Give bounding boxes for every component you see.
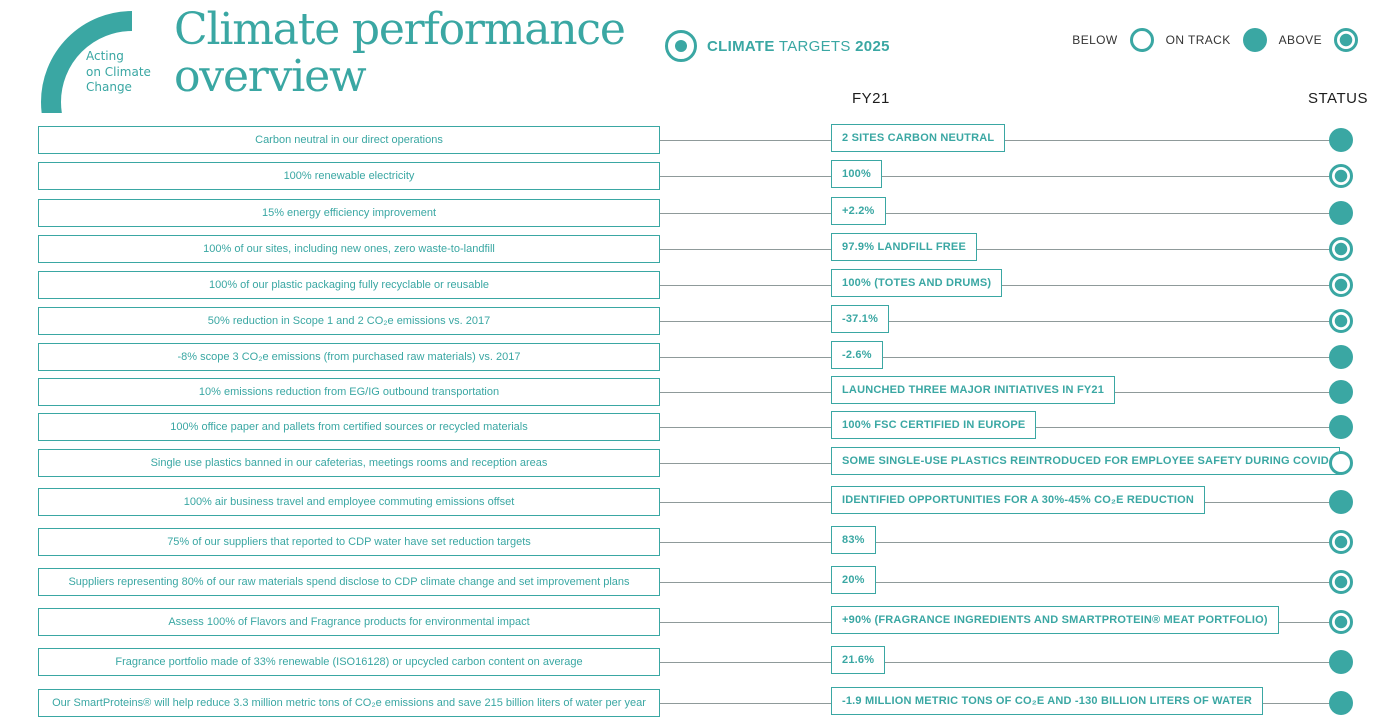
- page-title: [174, 6, 625, 100]
- legend-on-track: [1166, 28, 1267, 52]
- on-track-status-icon: [1329, 345, 1353, 369]
- on-track-status-icon: [1329, 201, 1353, 225]
- on-track-status-icon: [1243, 28, 1267, 52]
- climate-targets-light: TARGETS: [778, 37, 851, 55]
- on-track-status-icon: [1329, 415, 1353, 439]
- legend-above-label: ABOVE: [1278, 33, 1322, 47]
- table-row: [0, 449, 1400, 477]
- climate-targets-year: 2025: [855, 37, 890, 55]
- table-row: [0, 271, 1400, 299]
- result-box: -2.6%: [831, 341, 883, 369]
- goal-box: 100% office paper and pallets from certified sources or recycled materials: [38, 413, 660, 441]
- result-box: SOME SINGLE-USE PLASTICS REINTRODUCED FOR EMPLOYEE SAFETY DURING COVID: [831, 447, 1340, 475]
- climate-targets-bold: CLIMATE: [707, 37, 775, 55]
- result-box: 2 SITES CARBON NEUTRAL: [831, 124, 1005, 152]
- goal-box: 75% of our suppliers that reported to CDP water have set reduction targets: [38, 528, 660, 556]
- above-status-icon: [1329, 530, 1353, 554]
- goal-box: 50% reduction in Scope 1 and 2 CO₂e emissions vs. 2017: [38, 307, 660, 335]
- legend-on-track-label: ON TRACK: [1165, 33, 1231, 47]
- logo-tagline-line: Acting: [86, 49, 124, 63]
- column-header-status: STATUS: [1308, 90, 1368, 107]
- table-row: [0, 568, 1400, 596]
- above-status-icon: [1329, 164, 1353, 188]
- goal-box: Suppliers representing 80% of our raw materials spend disclose to CDP climate change and set improvement plans: [38, 568, 660, 596]
- logo-tagline-line: on Climate: [86, 64, 151, 79]
- logo-tagline-line: Change: [86, 80, 132, 94]
- table-row: [0, 608, 1400, 636]
- goal-box: 100% of our sites, including new ones, zero waste-to-landfill: [38, 235, 660, 263]
- result-box: +2.2%: [831, 197, 886, 225]
- climate-targets-label: [707, 38, 890, 55]
- goal-box: Our SmartProteins® will help reduce 3.3 million metric tons of CO₂e emissions and save 215 billion liters of water per year: [38, 689, 660, 717]
- on-track-status-icon: [1329, 691, 1353, 715]
- above-status-icon: [1334, 28, 1358, 52]
- table-row: [0, 162, 1400, 190]
- table-row: [0, 488, 1400, 516]
- result-box: 100%: [831, 160, 882, 188]
- above-status-icon: [1329, 610, 1353, 634]
- result-box: IDENTIFIED OPPORTUNITIES FOR A 30%-45% CO₂E REDUCTION: [831, 486, 1205, 514]
- table-row: [0, 199, 1400, 227]
- result-box: LAUNCHED THREE MAJOR INITIATIVES IN FY21: [831, 376, 1115, 404]
- goal-box: 100% air business travel and employee commuting emissions offset: [38, 488, 660, 516]
- above-status-icon: [1329, 273, 1353, 297]
- above-status-icon: [1329, 570, 1353, 594]
- goal-box: 15% energy efficiency improvement: [38, 199, 660, 227]
- goal-box: Fragrance portfolio made of 33% renewable (ISO16128) or upcycled carbon content on average: [38, 648, 660, 676]
- on-track-status-icon: [1329, 128, 1353, 152]
- table-row: [0, 126, 1400, 154]
- table-row: [0, 413, 1400, 441]
- table-row: [0, 235, 1400, 263]
- on-track-status-icon: [1329, 380, 1353, 404]
- result-box: 100% FSC CERTIFIED IN EUROPE: [831, 411, 1036, 439]
- result-box: +90% (FRAGRANCE INGREDIENTS AND SMARTPROTEIN® MEAT PORTFOLIO): [831, 606, 1279, 634]
- legend-below: [1072, 28, 1153, 52]
- below-status-icon: [1329, 451, 1353, 475]
- on-track-status-icon: [1329, 490, 1353, 514]
- table-row: [0, 307, 1400, 335]
- table-row: [0, 648, 1400, 676]
- climate-targets-badge: [665, 30, 890, 62]
- goal-box: Assess 100% of Flavors and Fragrance products for environmental impact: [38, 608, 660, 636]
- result-box: 100% (TOTES AND DRUMS): [831, 269, 1002, 297]
- below-status-icon: [1130, 28, 1154, 52]
- result-box: 83%: [831, 526, 876, 554]
- legend-above: [1279, 28, 1358, 52]
- result-box: -1.9 MILLION METRIC TONS OF CO₂E AND -130 BILLION LITERS OF WATER: [831, 687, 1263, 715]
- goal-box: 100% of our plastic packaging fully recyclable or reusable: [38, 271, 660, 299]
- goal-box: -8% scope 3 CO₂e emissions (from purchased raw materials) vs. 2017: [38, 343, 660, 371]
- goal-box: 100% renewable electricity: [38, 162, 660, 190]
- logo-tagline: [86, 49, 151, 96]
- page-title-line-1: Climate performance: [174, 4, 625, 55]
- status-legend: [1060, 28, 1358, 52]
- table-row: [0, 689, 1400, 717]
- goal-box: 10% emissions reduction from EG/IG outbound transportation: [38, 378, 660, 406]
- table-row: [0, 343, 1400, 371]
- page-title-line-2: overview: [174, 51, 366, 102]
- column-header-fy21: FY21: [852, 90, 890, 107]
- result-box: 97.9% LANDFILL FREE: [831, 233, 977, 261]
- result-box: -37.1%: [831, 305, 889, 333]
- table-row: [0, 378, 1400, 406]
- goal-box: Carbon neutral in our direct operations: [38, 126, 660, 154]
- above-status-icon: [1329, 237, 1353, 261]
- result-box: 20%: [831, 566, 876, 594]
- above-status-icon: [1329, 309, 1353, 333]
- result-box: 21.6%: [831, 646, 885, 674]
- table-row: [0, 528, 1400, 556]
- target-icon: [665, 30, 697, 62]
- on-track-status-icon: [1329, 650, 1353, 674]
- legend-below-label: BELOW: [1072, 33, 1118, 47]
- goal-box: Single use plastics banned in our cafeterias, meetings rooms and reception areas: [38, 449, 660, 477]
